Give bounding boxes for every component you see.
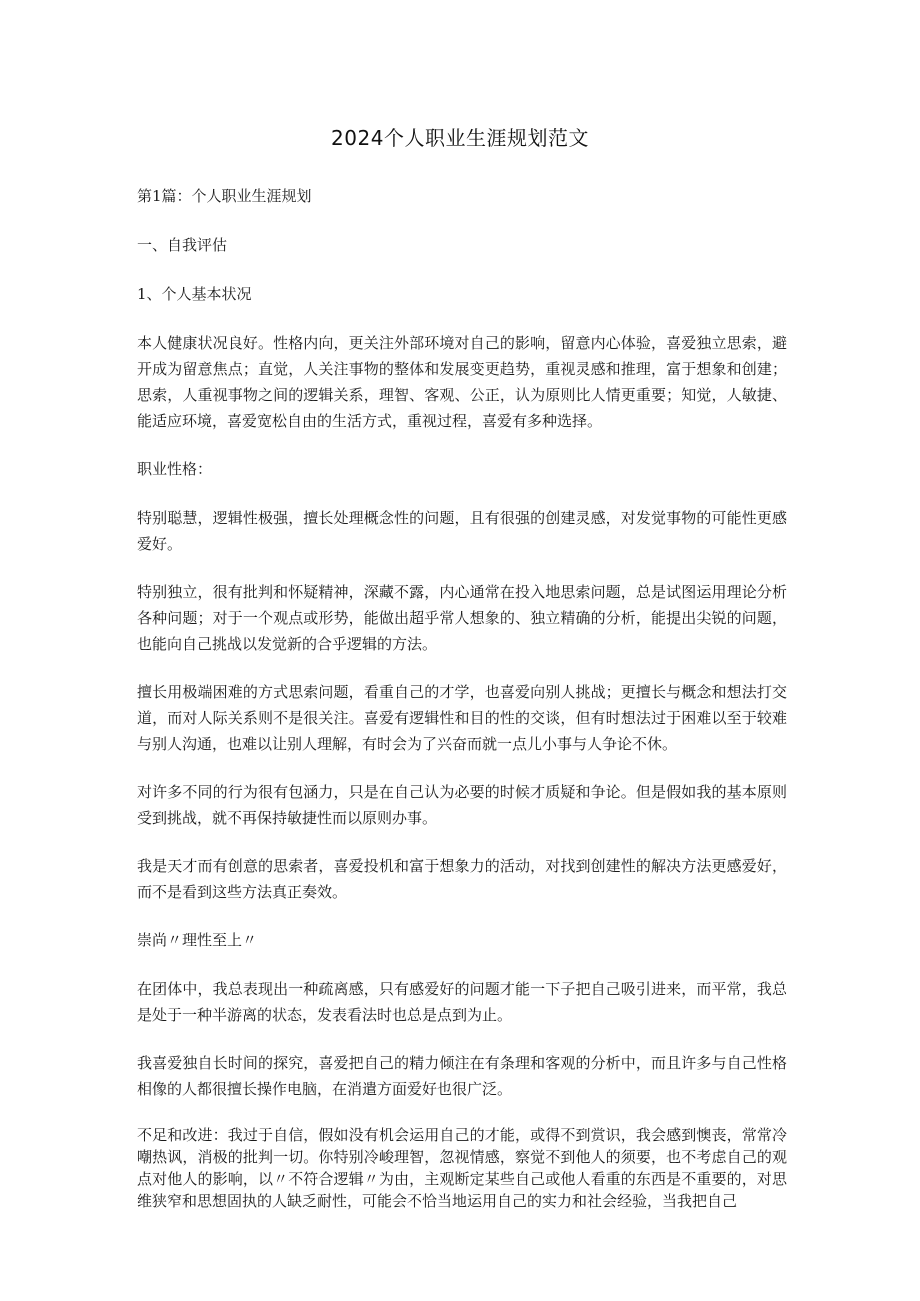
paragraph-exploration: 我喜爱独自长时间的探究，喜爱把自己的精力倾注在有条理和客观的分析中，而且许多与自己性格相像的人都很擅长操作电脑，在消遣方面爱好也很广泛。 [137, 1054, 787, 1098]
paragraph-complex-thinking: 擅长用极端困难的方式思索问题，看重自己的才学，也喜爱向别人挑战；更擅长与概念和想法打交道，而对人际关系则不是很关注。喜爱有逻辑性和目的性的交谈，但有时想法过于困难以至于较难与别人沟通，也难以让别人理解，有时会为了兴奋而就一点儿小事与人争论不休。 [137, 683, 787, 753]
section-heading-part1: 第1篇：个人职业生涯规划 [137, 187, 312, 205]
paragraph-intelligent: 特别聪慧，逻辑性极强，擅长处理概念性的问题，且有很强的创建灵感，对发觉事物的可能性更感爱好。 [137, 509, 787, 553]
label-reason-supreme: 崇尚〃理性至上〃 [137, 931, 258, 949]
document-title: 2024个人职业生涯规划范文 [331, 126, 589, 150]
section-heading-self-assessment: 一、自我评估 [137, 236, 228, 254]
paragraph-tolerance: 对许多不同的行为很有包涵力，只是在自己认为必要的时候才质疑和争论。但是假如我的基本原则受到挑战，就不再保持敏捷性而以原则办事。 [137, 783, 787, 827]
paragraph-independent: 特别独立，很有批判和怀疑精神，深藏不露，内心通常在投入地思索问题，总是试图运用理论分析各种问题；对于一个观点或形势，能做出超乎常人想象的、独立精确的分析，能提出尖锐的问题，也能向自己挑战以发觉新的合乎逻辑的方法。 [137, 583, 787, 653]
subsection-heading-basic-status: 1、个人基本状况 [137, 285, 252, 303]
label-career-personality: 职业性格： [137, 460, 213, 478]
paragraph-creative-thinker: 我是天才而有创意的思索者，喜爱投机和富于想象力的活动，对找到创建性的解决方法更感爱好，而不是看到这些方法真正奏效。 [137, 857, 787, 901]
paragraph-basic-status: 本人健康状况良好。性格内向，更关注外部环境对自己的影响，留意内心体验，喜爱独立思索，避开成为留意焦点；直觉，人关注事物的整体和发展变更趋势，重视灵感和推理，富于想象和创建；思索，人重视事物之间的逻辑关系，理智、客观、公正，认为原则比人情更重要；知觉，人敏捷、能适应环境，喜爱宽松自由的生活方式，重视过程，喜爱有多种选择。 [137, 334, 787, 430]
document-body [137, 183, 787, 1212]
paragraph-group-behavior: 在团体中，我总表现出一种疏离感，只有感爱好的问题才能一下子把自己吸引进来，而平常，我总是处于一种半游离的状态，发表看法时也总是点到为止。 [137, 980, 787, 1024]
paragraph-shortcomings: 不足和改进：我过于自信，假如没有机会运用自己的才能，或得不到赏识，我会感到懊丧，常常冷嘲热讽，消极的批判一切。你特别冷峻理智，忽视情感，察觉不到他人的须要，也不考虑自己的观点对他人的影响，以〃不符合逻辑〃为由，主观断定某些自己或他人看重的东西是不重要的，对思维狭窄和思想固执的人缺乏耐性，可能会不恰当地运用自己的实力和社会经验，当我把自己 [137, 1126, 787, 1210]
